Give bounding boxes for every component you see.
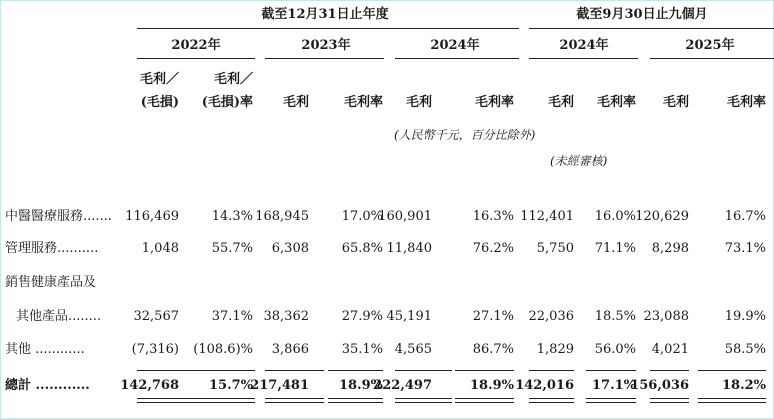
total-double-rule — [265, 398, 324, 403]
total-double-rule — [529, 398, 574, 403]
colhead-2023-margin: 毛利率 — [343, 95, 383, 110]
colhead-2024-gp: 毛利 — [405, 95, 432, 110]
row-label-health-products-line2: 其他產品........ — [16, 309, 102, 324]
colhead-2023-gp: 毛利 — [282, 95, 309, 110]
table-cell: 14.3% — [211, 209, 253, 224]
total-top-rule — [586, 370, 636, 371]
row-label-tcm-services: 中醫醫療服務....... — [5, 209, 112, 224]
colhead-2024-9m-margin: 毛利率 — [596, 95, 636, 110]
table-cell: 18.9% — [338, 378, 383, 393]
table-cell: 217,481 — [250, 378, 309, 393]
table-cell: 1,829 — [536, 342, 574, 357]
table-cell: 35.1% — [341, 342, 383, 357]
table-cell: 18.5% — [594, 309, 636, 324]
year-underline-2024 — [395, 58, 519, 59]
fiscal-year-header: 截至12月31日止年度 — [261, 7, 389, 22]
table-cell: 58.5% — [724, 342, 766, 357]
total-top-rule — [529, 370, 574, 371]
nine-month-header: 截至9月30日止九個月 — [576, 7, 708, 22]
total-double-rule — [395, 398, 452, 403]
colhead-2024-9m-gp: 毛利 — [547, 95, 574, 110]
total-top-rule — [650, 370, 689, 371]
table-cell: 27.9% — [341, 309, 383, 324]
total-top-rule — [195, 370, 253, 371]
colhead-2022-ratio-line1: 毛利／ — [213, 72, 253, 87]
table-cell: 6,308 — [271, 241, 309, 256]
colhead-2024-margin: 毛利率 — [474, 95, 514, 110]
table-cell: 19.9% — [724, 309, 766, 324]
total-top-rule — [698, 370, 766, 371]
row-label-total: 總計 ............ — [5, 378, 90, 393]
table-cell: 18.9% — [469, 378, 514, 393]
year-header-2023: 2023年 — [301, 38, 351, 53]
table-cell: 65.8% — [341, 241, 383, 256]
total-double-rule — [650, 398, 689, 403]
year-header-2024: 2024年 — [430, 38, 480, 53]
table-cell: 15.7% — [208, 378, 253, 393]
total-double-rule — [195, 398, 253, 403]
table-cell: 3,866 — [271, 342, 309, 357]
table-cell: 4,021 — [651, 342, 689, 357]
table-cell: 5,750 — [536, 241, 574, 256]
table-cell: 1,048 — [141, 241, 179, 256]
unaudited-note: (未經審核) — [550, 154, 608, 168]
total-double-rule — [586, 398, 636, 403]
colhead-2025-9m-gp: 毛利 — [662, 95, 689, 110]
table-cell: 8,298 — [651, 241, 689, 256]
total-double-rule — [698, 398, 766, 403]
fiscal-year-underline — [137, 28, 519, 29]
table-cell: (7,316) — [131, 342, 179, 357]
table-cell: 112,401 — [520, 209, 574, 224]
total-top-rule — [395, 370, 452, 371]
table-cell: 22,036 — [528, 309, 574, 324]
table-cell: 4,565 — [394, 342, 432, 357]
unit-note: (人民幣千元，百分比除外) — [394, 128, 536, 142]
table-cell: (108.6)% — [193, 342, 253, 357]
table-cell: 17.1% — [591, 378, 636, 393]
colhead-2025-9m-margin: 毛利率 — [726, 95, 766, 110]
table-cell: 23,088 — [643, 309, 689, 324]
total-top-rule — [455, 370, 514, 371]
table-cell: 32,567 — [133, 309, 179, 324]
table-cell: 168,945 — [255, 209, 309, 224]
table-cell: 11,840 — [386, 241, 432, 256]
year-underline-2025-9m — [650, 58, 774, 59]
table-cell: 76.2% — [472, 241, 514, 256]
colhead-2022-gp-line1: 毛利／ — [139, 72, 179, 87]
table-cell: 71.1% — [594, 241, 636, 256]
table-cell: 222,497 — [373, 378, 432, 393]
table-cell: 55.7% — [211, 241, 253, 256]
row-label-health-products-line1: 銷售健康產品及 — [5, 275, 97, 290]
row-label-others: 其他 ............ — [5, 342, 85, 357]
table-cell: 86.7% — [472, 342, 514, 357]
table-cell: 56.0% — [594, 342, 636, 357]
colhead-2022-ratio-line2: (毛損)率 — [201, 95, 253, 110]
total-top-rule — [265, 370, 324, 371]
row-label-management-services: 管理服務.......... — [5, 241, 99, 256]
year-underline-2023 — [265, 58, 384, 59]
table-cell: 16.0% — [594, 209, 636, 224]
nine-month-underline — [529, 28, 774, 29]
table-cell: 142,016 — [515, 378, 574, 393]
year-header-2022: 2022年 — [171, 38, 221, 53]
table-cell: 16.3% — [472, 209, 514, 224]
table-cell: 116,469 — [125, 209, 179, 224]
total-double-rule — [328, 398, 383, 403]
year-underline-2022 — [137, 58, 255, 59]
total-top-rule — [328, 370, 383, 371]
year-underline-2024-9m — [529, 58, 638, 59]
year-header-2025-9m: 2025年 — [685, 38, 735, 53]
year-header-2024-9m: 2024年 — [559, 38, 609, 53]
table-cell: 45,191 — [386, 309, 432, 324]
table-cell: 120,629 — [635, 209, 689, 224]
table-cell: 18.2% — [721, 378, 766, 393]
table-cell: 37.1% — [211, 309, 253, 324]
table-cell: 38,362 — [263, 309, 309, 324]
table-cell: 17.0% — [341, 209, 383, 224]
table-cell: 142,768 — [120, 378, 179, 393]
table-cell: 73.1% — [724, 241, 766, 256]
table-cell: 27.1% — [472, 309, 514, 324]
table-cell: 160,901 — [378, 209, 432, 224]
table-cell: 156,036 — [630, 378, 689, 393]
colhead-2022-gp-line2: (毛損) — [140, 95, 179, 110]
total-double-rule — [455, 398, 514, 403]
table-cell: 16.7% — [724, 209, 766, 224]
